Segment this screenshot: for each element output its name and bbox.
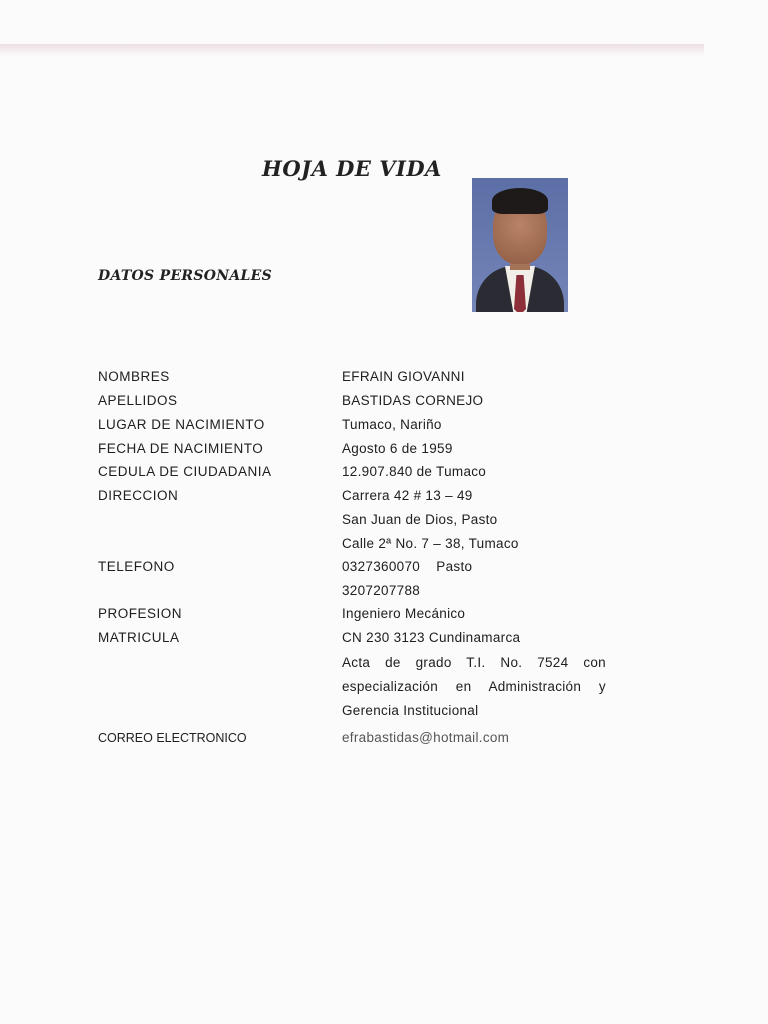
section-title: DATOS PERSONALES: [98, 268, 273, 284]
label-lugar-nacimiento: LUGAR DE NACIMIENTO: [98, 417, 265, 432]
label-profesion: PROFESION: [98, 606, 183, 621]
label-direccion: DIRECCION: [98, 488, 179, 503]
label-apellidos: APELLIDOS: [98, 393, 178, 408]
value-apellidos: BASTIDAS CORNEJO: [342, 393, 484, 408]
value-nombres: EFRAIN GIOVANNI: [342, 369, 465, 384]
value-telefono-line: 3207207788: [342, 583, 421, 598]
value-matricula-line: especialización en Administración y: [342, 679, 606, 694]
value-telefono-line: 0327360070 Pasto: [342, 559, 473, 574]
photo-hair: [492, 188, 548, 214]
value-matricula-line: CN 230 3123 Cundinamarca: [342, 630, 521, 645]
value-direccion-line: Carrera 42 # 13 – 49: [342, 488, 473, 503]
value-cedula: 12.907.840 de Tumaco: [342, 464, 487, 479]
value-matricula-line: Acta de grado T.I. No. 7524 con: [342, 655, 606, 670]
label-telefono: TELEFONO: [98, 559, 175, 574]
value-direccion-line: San Juan de Dios, Pasto: [342, 512, 498, 527]
value-lugar-nacimiento: Tumaco, Nariño: [342, 417, 442, 432]
label-correo: CORREO ELECTRONICO: [98, 731, 247, 745]
profile-photo: [472, 178, 568, 312]
value-correo: efrabastidas@hotmail.com: [342, 730, 510, 745]
label-matricula: MATRICULA: [98, 630, 180, 645]
label-cedula: CEDULA DE CIUDADANIA: [98, 464, 272, 479]
label-fecha-nacimiento: FECHA DE NACIMIENTO: [98, 441, 264, 456]
document-title: HOJA DE VIDA: [262, 156, 442, 181]
value-profesion: Ingeniero Mecánico: [342, 606, 466, 621]
label-nombres: NOMBRES: [98, 369, 170, 384]
value-fecha-nacimiento: Agosto 6 de 1959: [342, 441, 453, 456]
value-direccion-line: Calle 2ª No. 7 – 38, Tumaco: [342, 536, 519, 551]
scan-edge: [0, 44, 704, 56]
value-matricula-line: Gerencia Institucional: [342, 703, 479, 718]
